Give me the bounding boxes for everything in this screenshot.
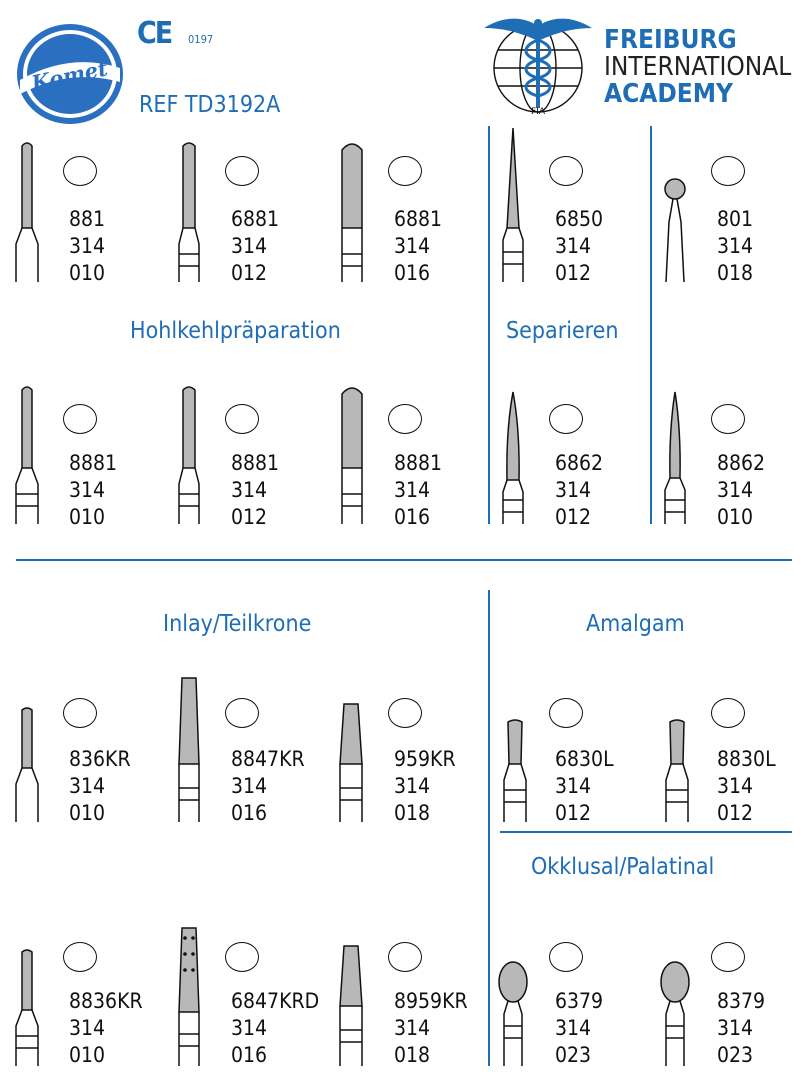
bur-8881-012-cross-section-icon [225,404,259,434]
instrument-6881-016-code [394,206,442,287]
figure-number: 8881 [394,451,443,475]
instrument-8847kr-code [231,746,305,827]
bur-8881-016-cross-section-icon [388,404,422,434]
bur-8379-cross-section-icon [711,942,745,972]
bur-8881-016-icon [336,384,368,524]
ce-mark: CE [137,16,172,51]
bur-6862-icon [498,390,528,524]
shank-number: 314 [555,774,592,798]
bur-959kr-cross-section-icon [388,698,422,728]
instrument-8881-012-code [231,450,279,531]
instrument-8379-code [717,988,765,1069]
bur-8830l-icon [662,718,692,822]
bur-8836kr-cross-section-icon [63,942,97,972]
shank-number: 314 [231,1016,268,1040]
shank-number: 314 [717,478,754,502]
size-number: 018 [717,261,754,285]
size-number: 010 [69,801,106,825]
shank-number: 314 [69,774,106,798]
figure-number: 6862 [555,451,604,475]
bur-6862-cross-section-icon [549,404,583,434]
size-number: 010 [69,1043,106,1067]
divider-horizontal-amalgam [500,831,792,833]
shank-number: 314 [69,478,106,502]
section-title-separieren: Separieren [506,318,619,344]
divider-vertical-top-2 [650,126,652,524]
instrument-8881-016-code [394,450,442,531]
instrument-6830l-code [555,746,614,827]
shank-number: 314 [717,234,754,258]
bur-8959kr-cross-section-icon [388,942,422,972]
bur-801-cross-section-icon [711,156,745,186]
bur-6881-016-icon [336,140,368,282]
ref-number: REF TD3192A [139,92,281,118]
bur-6847krd-icon [172,926,206,1066]
shank-number: 314 [69,1016,106,1040]
size-number: 016 [231,801,268,825]
bur-8847kr-icon [172,676,206,822]
divider-vertical-top-1 [488,126,490,524]
bur-8847kr-cross-section-icon [225,698,259,728]
shank-number: 314 [231,774,268,798]
instrument-8836kr-code [69,988,143,1069]
shank-number: 314 [394,1016,431,1040]
shank-number: 314 [231,234,268,258]
figure-number: 801 [717,207,754,231]
instrument-6881-012-code [231,206,279,287]
figure-number: 8847KR [231,747,305,771]
figure-number: 6850 [555,207,604,231]
shank-number: 314 [555,234,592,258]
section-title-amalgam: Amalgam [586,611,685,637]
bur-8881-012-icon [174,384,204,524]
instrument-6862-code [555,450,603,531]
size-number: 016 [231,1043,268,1067]
komet-logo-text: Komet [29,55,110,96]
section-title-inlay: Inlay/Teilkrone [163,611,312,637]
instrument-6850-code [555,206,603,287]
bur-8862-cross-section-icon [711,404,745,434]
shank-number: 314 [555,478,592,502]
size-number: 012 [555,505,592,529]
bur-8830l-cross-section-icon [711,698,745,728]
bur-801-icon [660,178,690,282]
bur-6881-016-cross-section-icon [388,156,422,186]
divider-vertical-bottom [488,590,490,1066]
academy-name-line2: INTERNATIONAL [604,52,792,82]
figure-number: 836KR [69,747,131,771]
bur-6379-cross-section-icon [549,942,583,972]
bur-8836kr-icon [12,948,42,1066]
figure-number: 8830L [717,747,776,771]
bur-881-cross-section-icon [63,156,97,186]
academy-name-line1: FREIBURG [604,25,737,55]
shank-number: 314 [69,234,106,258]
figure-number: 6830L [555,747,614,771]
figure-number: 8881 [231,451,280,475]
size-number: 018 [394,1043,431,1067]
bur-8959kr-icon [334,944,368,1066]
bur-8862-icon [660,390,690,524]
bur-6850-cross-section-icon [549,156,583,186]
bur-6847krd-cross-section-icon [225,942,259,972]
size-number: 010 [69,505,106,529]
bur-8379-icon [658,960,692,1066]
size-number: 010 [69,261,106,285]
bur-6379-icon [496,960,530,1066]
figure-number: 8862 [717,451,766,475]
instrument-881-code [69,206,105,287]
bur-6881-012-icon [174,140,204,282]
figure-number: 8379 [717,989,766,1013]
figure-number: 8836KR [69,989,143,1013]
size-number: 012 [717,801,754,825]
size-number: 016 [394,505,431,529]
instrument-6847krd-code [231,988,319,1069]
instrument-6379-code [555,988,603,1069]
bur-6830l-icon [500,718,530,822]
bur-6881-012-cross-section-icon [225,156,259,186]
figure-number: 6379 [555,989,604,1013]
size-number: 012 [231,261,268,285]
bur-6850-icon [498,126,528,282]
komet-logo [14,22,126,126]
size-number: 012 [231,505,268,529]
figure-number: 881 [69,207,106,231]
shank-number: 314 [231,478,268,502]
divider-horizontal-middle [16,559,792,561]
figure-number: 6881 [394,207,443,231]
instrument-8830l-code [717,746,776,827]
figure-number: 8959KR [394,989,468,1013]
size-number: 016 [394,261,431,285]
shank-number: 314 [394,478,431,502]
shank-number: 314 [717,1016,754,1040]
instrument-8881-010-code [69,450,117,531]
size-number: 012 [555,801,592,825]
size-number: 023 [555,1043,592,1067]
instrument-801-code [717,206,753,287]
section-title-hohlkehl: Hohlkehlpräparation [130,318,341,344]
size-number: 018 [394,801,431,825]
bur-836kr-icon [12,706,42,822]
shank-number: 314 [717,774,754,798]
bur-881-icon [12,140,42,282]
bur-959kr-icon [334,702,368,822]
ce-number: 0197 [188,33,214,46]
academy-name-line3: ACADEMY [604,79,733,109]
bur-8881-010-icon [12,384,42,524]
instrument-8959kr-code [394,988,468,1069]
bur-836kr-cross-section-icon [63,698,97,728]
caduceus-globe-icon [482,14,594,116]
instrument-836kr-code [69,746,131,827]
figure-number: 6847KRD [231,989,320,1013]
bur-6830l-cross-section-icon [549,698,583,728]
fia-emblem-text: FIA [531,107,545,116]
size-number: 012 [555,261,592,285]
figure-number: 959KR [394,747,456,771]
section-title-okklusal: Okklusal/Palatinal [531,854,715,880]
instrument-8862-code [717,450,765,531]
bur-8881-010-cross-section-icon [63,404,97,434]
size-number: 010 [717,505,754,529]
shank-number: 314 [555,1016,592,1040]
size-number: 023 [717,1043,754,1067]
figure-number: 6881 [231,207,280,231]
shank-number: 314 [394,774,431,798]
shank-number: 314 [394,234,431,258]
instrument-959kr-code [394,746,456,827]
figure-number: 8881 [69,451,118,475]
